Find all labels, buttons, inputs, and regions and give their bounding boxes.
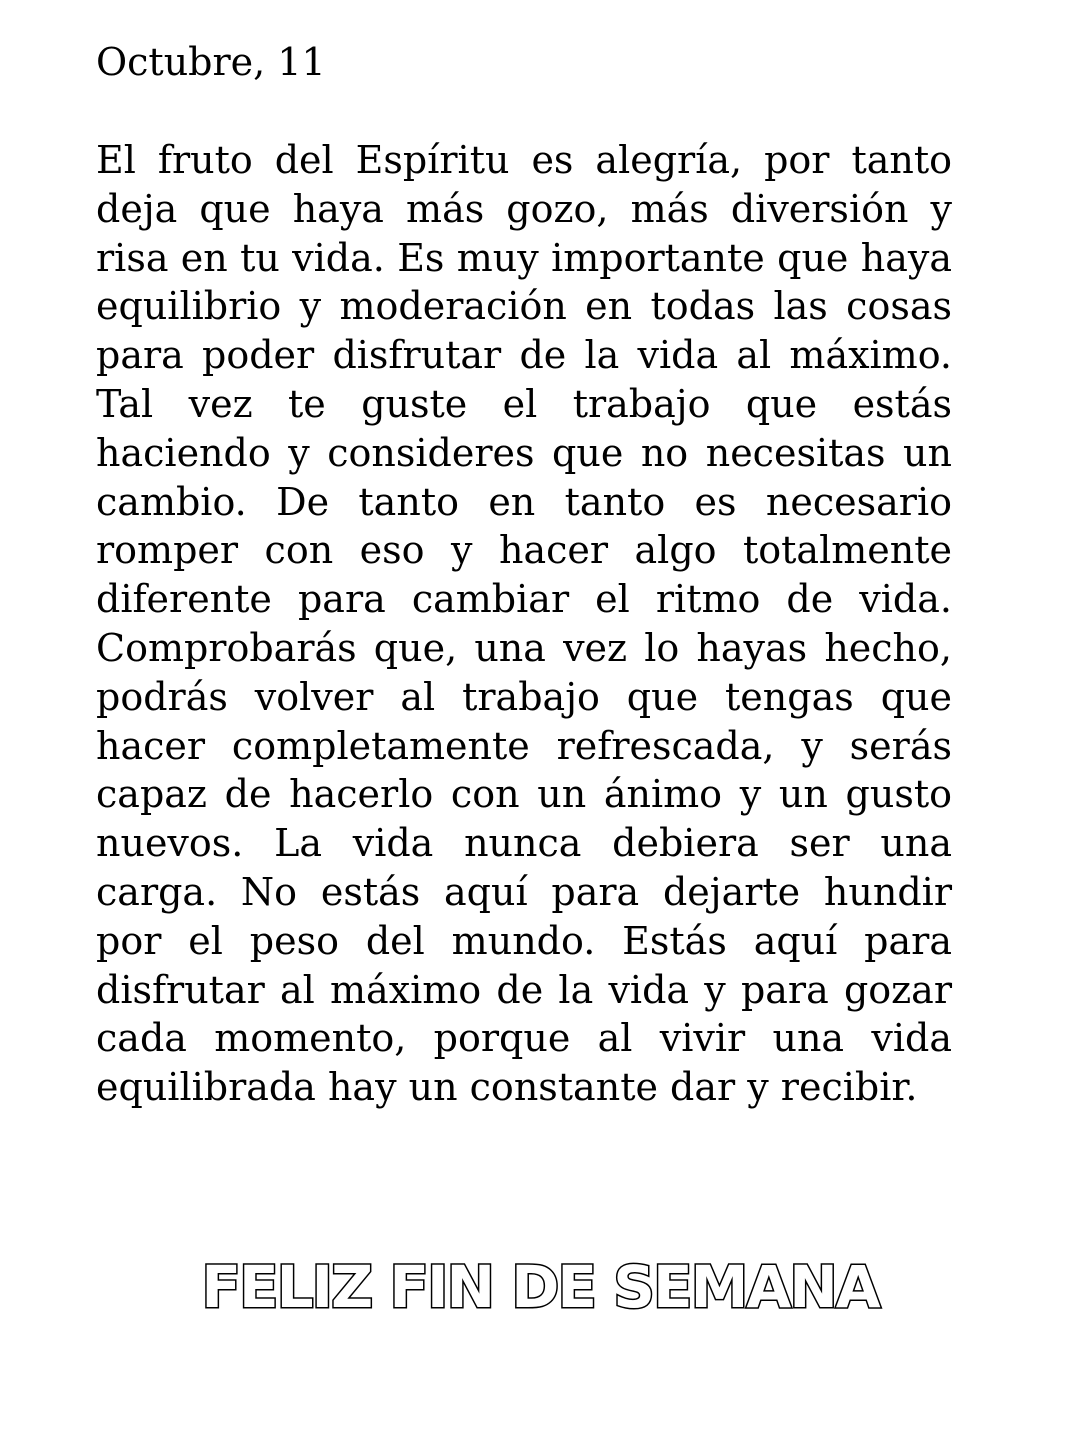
devotional-paragraph: El fruto del Espíritu es alegría, por tanto deja que haya más gozo, más diversión y risa en tu vida. Es muy importante que haya equilibrio y moderación en todas las cosas para poder disfrutar de la vida al máximo. Tal vez te guste el trabajo que estás haciendo y consideres que no necesitas un cambio. De tanto en tanto es necesario romper con eso y hacer algo totalmente diferente para cambiar el ritmo de vida. Comprobarás que, una vez lo hayas hecho, podrás volver al trabajo que tengas que hacer completamente refrescada, y serás capaz de hacerlo con un ánimo y un gusto nuevos. La vida nunca debiera ser una carga. No estás aquí para dejarte hundir por el peso del mundo. Estás aquí para disfrutar al máximo de la vida y para gozar cada momento, porque al vivir una vida equilibrada hay un constante dar y recibir. [96, 138, 952, 1110]
date-heading: Octubre, 11 [96, 40, 326, 84]
closing-banner-text: FELIZ FIN DE SEMANA [201, 1253, 879, 1321]
